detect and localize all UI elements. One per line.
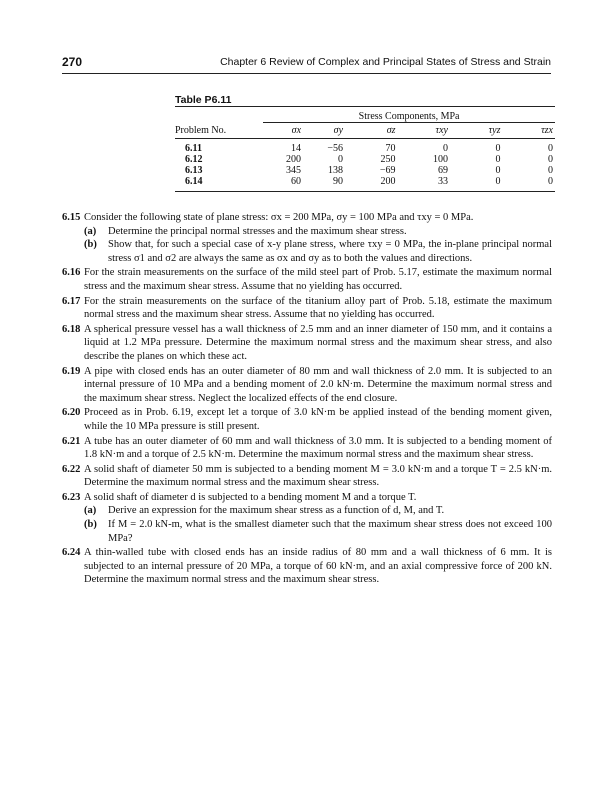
problem-number-cell: 6.14 (185, 176, 203, 187)
table-row (175, 176, 555, 187)
stress-value-cell: 0 (338, 154, 344, 165)
page-number: 270 (62, 55, 83, 69)
problem-number: 6.16 (62, 267, 81, 279)
part-label: (b) (84, 519, 97, 531)
stress-value-cell: 0 (548, 143, 553, 154)
column-header-stress: τxy (398, 123, 450, 139)
problem-text: A tube has an outer diameter of 60 mm and wall thickness of 3.0 mm. It is subjected to a bending moment of 1.8 kN·m and a torque of 2.5 kN·m. Determine the maximum normal stress and the maximum shear stress. (84, 435, 552, 461)
stress-value-cell: 60 (291, 176, 302, 187)
part-label: (a) (84, 225, 97, 237)
stress-value-cell: 90 (333, 176, 344, 187)
problem-number-cell: 6.12 (185, 154, 203, 165)
problem-item (62, 365, 552, 406)
part-text: Derive an expression for the maximum shear stress as a function of d, M, and T. (108, 505, 445, 517)
part-label: (b) (84, 239, 97, 251)
stress-value-cell: 0 (548, 154, 553, 165)
column-header-problem: Problem No. (175, 123, 263, 139)
stress-value-cell: −69 (379, 165, 396, 176)
running-header (62, 55, 551, 75)
problem-number: 6.19 (62, 365, 81, 377)
table-column-headers (175, 123, 555, 139)
problem-text: Proceed as in Prob. 6.19, except let a torque of 3.0 kN·m be applied instead of the bending moment given, while the 10 MPa pressure is still present. (84, 407, 552, 432)
problem-text: For the strain measurements on the surface of the mild steel part of Prob. 5.17, estimate the maximum normal stress and the maximum shear stress. Assume that no yielding has occurred. (84, 267, 552, 292)
problem-text: For the strain measurements on the surface of the titanium alloy part of Prob. 5.18, estimate the maximum normal stress and the maximum shear stress. Assume that no yielding has occurred. (84, 295, 552, 321)
problem-item (62, 323, 552, 364)
problem-item (62, 463, 552, 490)
column-header-stress: τyz (450, 123, 502, 139)
table-row (175, 165, 555, 176)
problem-item (62, 266, 552, 293)
table-row (175, 154, 555, 165)
table-caption: Table P6.11 (175, 94, 232, 106)
problem-part (84, 518, 552, 545)
problem-number: 6.18 (62, 323, 81, 335)
stress-value-cell: 0 (548, 165, 553, 176)
stress-value-cell: 0 (495, 143, 501, 154)
stress-value-cell: 0 (443, 143, 448, 154)
stress-value-cell: 100 (433, 154, 448, 165)
header-rule (62, 73, 551, 74)
problem-part (84, 504, 552, 518)
stress-value-cell: 14 (291, 143, 302, 154)
stress-table (175, 106, 555, 192)
stress-value-cell: 138 (328, 165, 344, 176)
table-row (175, 139, 555, 155)
stress-value-cell: 0 (548, 176, 553, 187)
problem-number: 6.17 (62, 295, 81, 307)
part-text: Determine the principal normal stresses and the maximum shear stress. (108, 225, 407, 237)
problem-number-cell: 6.11 (185, 143, 202, 154)
problem-number-cell: 6.13 (185, 165, 203, 176)
problem-item (62, 491, 552, 545)
column-header-stress: σz (345, 123, 397, 139)
table-group-header: Stress Components, MPa (263, 109, 555, 123)
part-text: If M = 2.0 kN-m, what is the smallest diameter such that the maximum shear stress does not exceed 100 MPa? (108, 519, 552, 544)
problem-text: A spherical pressure vessel has a wall thickness of 2.5 mm and an inner diameter of 150 mm, and it contains a liquid at 1.2 MPa pressure. Determine the maximum normal stress and the maximum shear stress, and also describe the planes on which these act. (84, 323, 552, 362)
chapter-title: Chapter 6 Review of Complex and Principal States of Stress and Strain (220, 56, 551, 68)
problem-text: A thin-walled tube with closed ends has an inside radius of 80 mm and a wall thickness of 6 mm. It is subjected to an internal pressure of 20 MPa, a torque of 60 kN·m, and an axial compressive force of 200 kN. Determine the maximum normal stress and the maximum shear stress. (84, 547, 552, 586)
table-body (175, 139, 555, 188)
problem-text: A solid shaft of diameter d is subjected to a bending moment M and a torque T. (84, 491, 417, 503)
stress-value-cell: 200 (380, 176, 396, 187)
problem-number: 6.23 (62, 491, 81, 503)
problem-number: 6.15 (62, 212, 81, 223)
problem-number: 6.20 (62, 407, 81, 419)
stress-value-cell: 0 (495, 176, 501, 187)
problem-text: A solid shaft of diameter 50 mm is subjected to a bending moment M = 3.0 kN·m and a torque T = 2.5 kN·m. Determine the maximum normal stress and the maximum shear stress. (84, 463, 552, 489)
column-header-stress: τzx (502, 123, 555, 139)
problem-number: 6.21 (62, 435, 81, 447)
problem-number: 6.22 (62, 463, 81, 475)
problem-text: Consider the following state of plane stress: σx = 200 MPa, σy = 100 MPa and τxy = 0 MPa. (84, 212, 474, 223)
stress-value-cell: 0 (495, 165, 501, 176)
stress-value-cell: 33 (438, 176, 448, 187)
problem-part (84, 225, 552, 239)
stress-value-cell: 250 (380, 154, 396, 165)
problem-part (84, 238, 552, 265)
problem-item (62, 435, 552, 462)
stress-value-cell: 69 (438, 165, 448, 176)
problem-text: A pipe with closed ends has an outer diameter of 80 mm and wall thickness of 2.0 mm. It is subjected to an internal pressure of 10 MPa and a bending moment of 2.0 kN·m. Determine the maximum normal stress and the maximum shear stress. Neglect the localized effects of the end closure. (84, 365, 552, 404)
problem-list (62, 211, 552, 588)
stress-value-cell: 70 (385, 143, 396, 154)
problem-number: 6.24 (62, 547, 81, 559)
problem-item (62, 211, 552, 265)
stress-value-cell: 200 (286, 154, 302, 165)
stress-value-cell: −56 (327, 143, 344, 154)
problem-item (62, 546, 552, 587)
part-label: (a) (84, 505, 97, 517)
stress-value-cell: 345 (286, 165, 302, 176)
column-header-stress: σx (263, 123, 303, 139)
column-header-stress: σy (303, 123, 345, 139)
stress-value-cell: 0 (495, 154, 501, 165)
problem-item (62, 295, 552, 322)
part-text: Show that, for such a special case of x-y plane stress, where τxy = 0 MPa, the in-plane principal normal stress σ1 and σ2 are always the same as σx and σy as to both the values and directions. (108, 239, 552, 264)
problem-item (62, 406, 552, 433)
